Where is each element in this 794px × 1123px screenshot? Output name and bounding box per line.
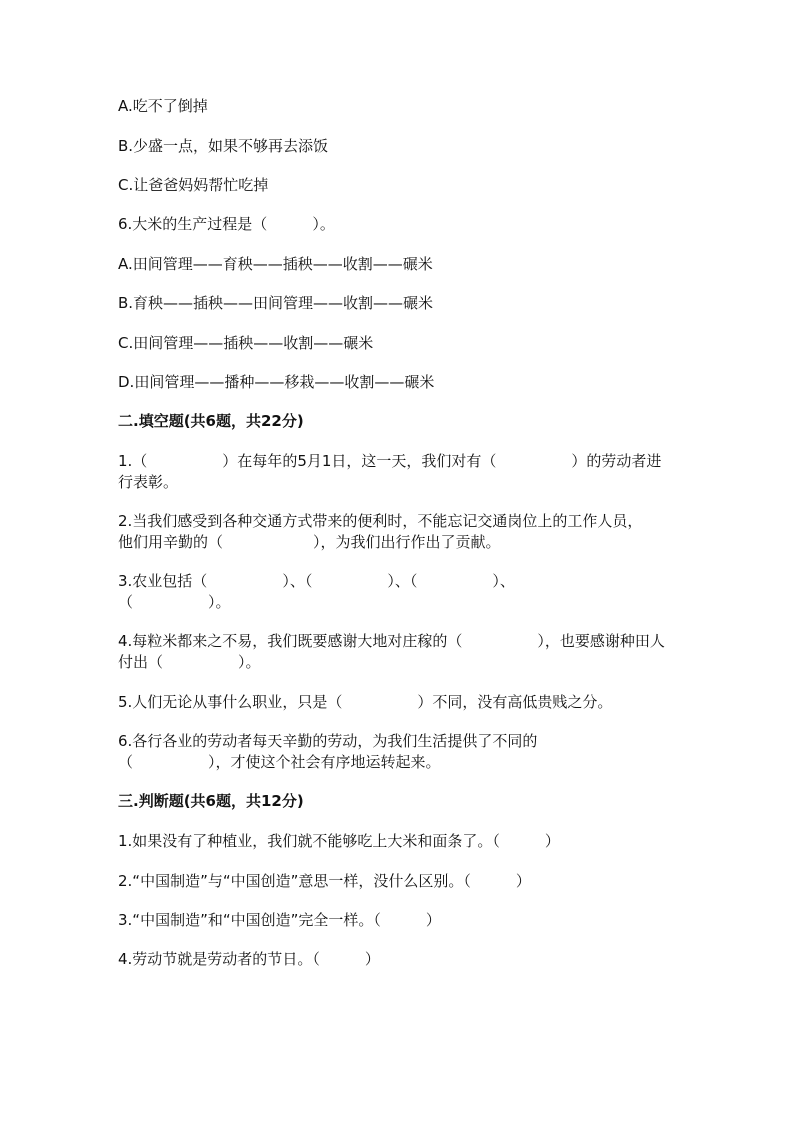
fill-in-question-6: 6.各行各业的劳动者每天辛勤的劳动，为我们生活提供了不同的（ ），才使这个社会有序地运转起来。 bbox=[118, 732, 538, 771]
fill-in-question-2: 2.当我们感受到各种交通方式带来的便利时，不能忘记交通岗位上的工作人员，他们用辛勤的（ ），为我们出行作出了贡献。 bbox=[118, 512, 643, 551]
option-5a: A.吃不了倒掉 bbox=[118, 97, 208, 115]
option-6d: D.田间管理——播种——移栽——收割——碾米 bbox=[118, 373, 435, 391]
question-6: 6.大米的生产过程是（ ）。 bbox=[118, 215, 335, 233]
fill-in-question-1: 1.（ ）在每年的5月1日，这一天，我们对有（ ）的劳动者进行表彰。 bbox=[118, 452, 662, 491]
section-heading-true-false: 三.判断题(共6题，共12分) bbox=[118, 792, 304, 810]
true-false-question-3: 3.“中国制造”和“中国创造”完全一样。（ ） bbox=[118, 911, 441, 929]
option-5b: B.少盛一点，如果不够再去添饭 bbox=[118, 137, 329, 155]
option-6b: B.育秧——插秧——田间管理——收割——碾米 bbox=[118, 294, 434, 312]
fill-in-question-3: 3.农业包括（ ）、（ ）、（ ）、（ ）。 bbox=[118, 572, 515, 611]
true-false-question-2: 2.“中国制造”与“中国创造”意思一样，没什么区别。（ ） bbox=[118, 872, 531, 890]
option-6c: C.田间管理——插秧——收割——碾米 bbox=[118, 334, 374, 352]
option-6a: A.田间管理——育秧——插秧——收割——碾米 bbox=[118, 255, 433, 273]
section-heading-fill-in: 二.填空题(共6题，共22分) bbox=[118, 412, 304, 430]
true-false-question-1: 1.如果没有了种植业，我们就不能够吃上大米和面条了。（ ） bbox=[118, 832, 560, 850]
true-false-question-4: 4.劳动节就是劳动者的节日。（ ） bbox=[118, 950, 380, 968]
option-5c: C.让爸爸妈妈帮忙吃掉 bbox=[118, 176, 269, 194]
fill-in-question-4: 4.每粒米都来之不易，我们既要感谢大地对庄稼的（ ），也要感谢种田人付出（ ）。 bbox=[118, 632, 665, 671]
fill-in-question-5: 5.人们无论从事什么职业，只是（ ）不同，没有高低贵贱之分。 bbox=[118, 693, 613, 711]
